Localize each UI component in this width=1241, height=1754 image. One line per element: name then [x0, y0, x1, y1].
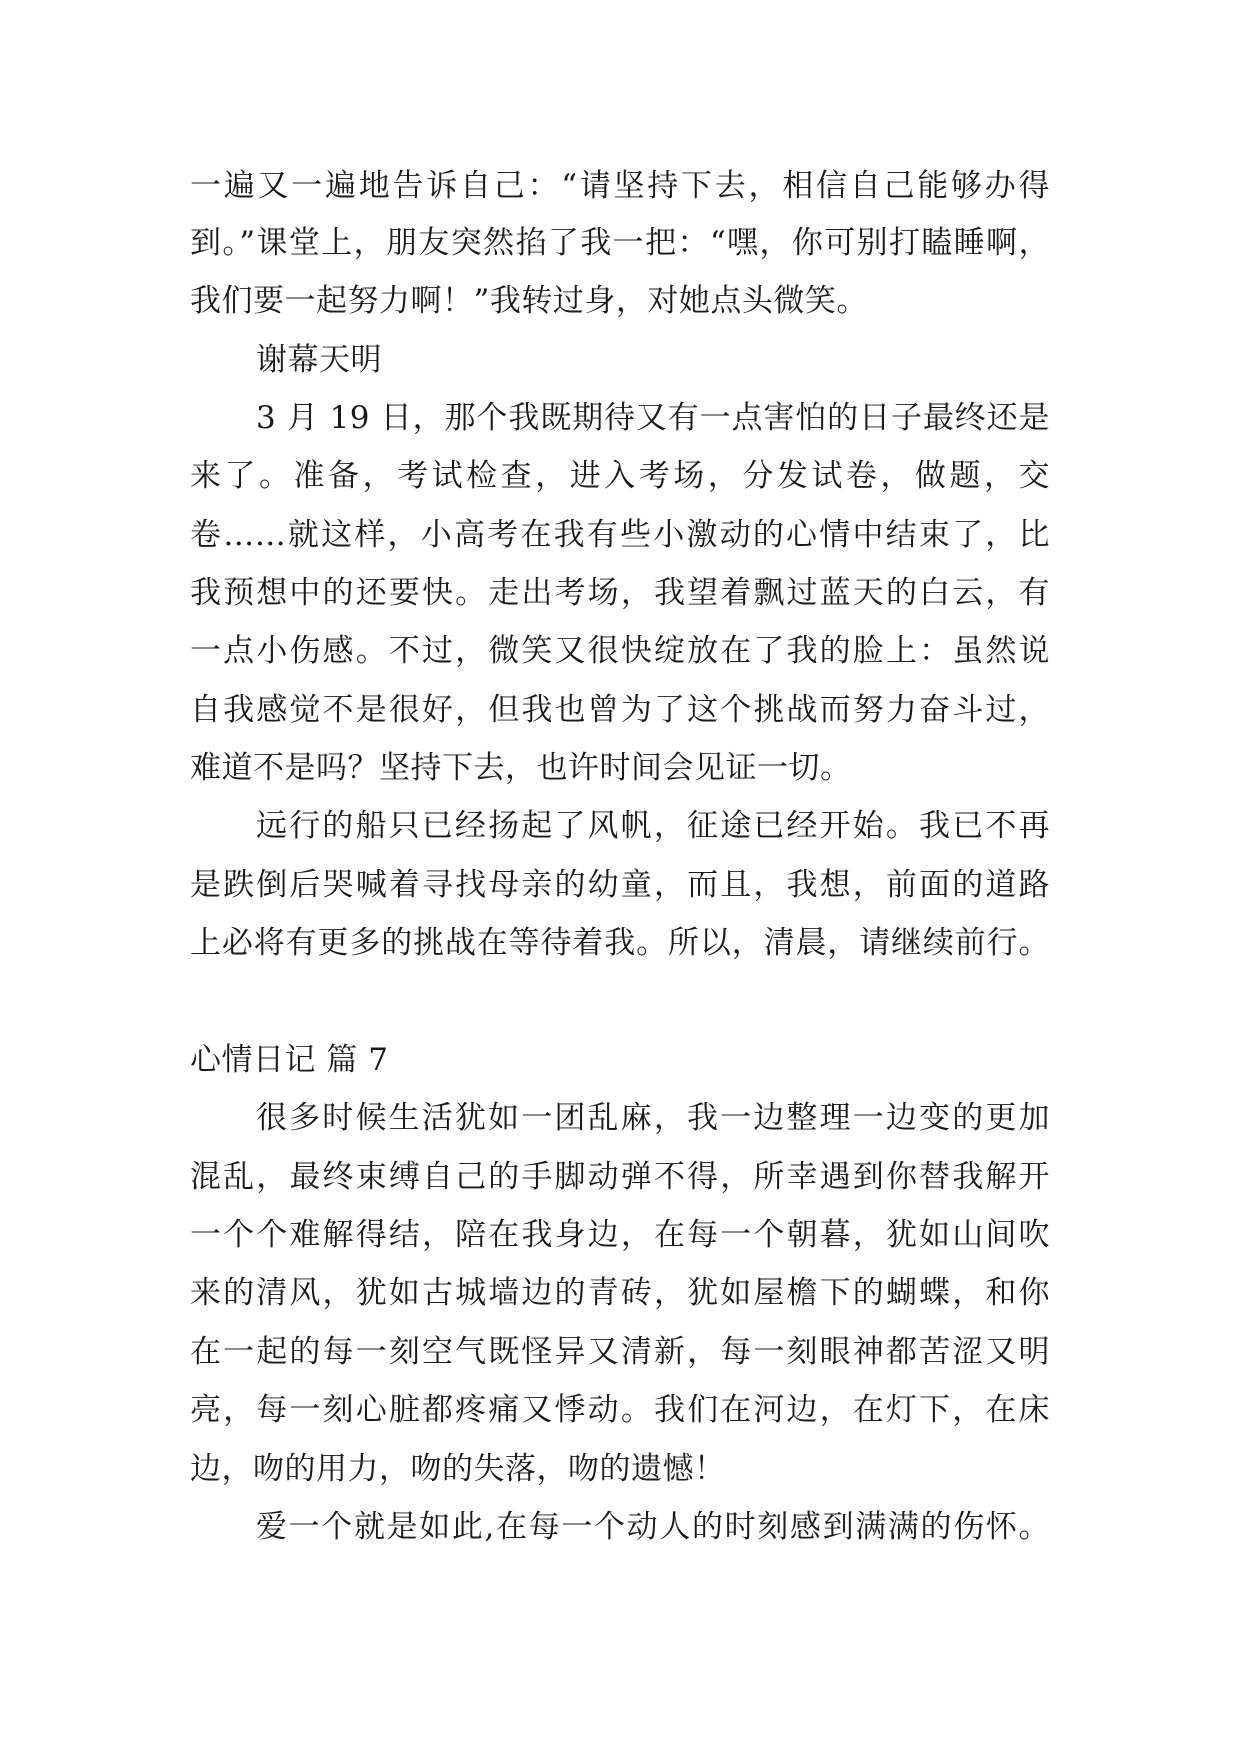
text-line-21: 亮，每一刻心脏都疼痛又悸动。我们在河边，在灯下，在床	[190, 1392, 1050, 1428]
text-line-19: 来的清风，犹如古城墙边的青砖，犹如屋檐下的蝴蝶，和你	[190, 1275, 1050, 1311]
text-line-14: 上必将有更多的挑战在等待着我。所以，清晨，请继续前行。	[190, 925, 1050, 961]
text-line-7: 卷……就这样，小高考在我有些小激动的心情中结束了，比	[190, 517, 1050, 553]
text-line-18: 一个个难解得结，陪在我身边，在每一个朝暮，犹如山间吹	[190, 1217, 1050, 1253]
text-line-2: 到。”课堂上，朋友突然掐了我一把：“嘿，你可别打瞌睡啊，	[190, 225, 1050, 261]
text-line-22: 边，吻的用力，吻的失落，吻的遗憾！	[190, 1451, 726, 1487]
text-line-20: 在一起的每一刻空气既怪异又清新，每一刻眼神都苦涩又明	[190, 1334, 1050, 1370]
text-line-13: 是跌倒后哭喊着寻找母亲的幼童，而且，我想，前面的道路	[190, 867, 1050, 903]
text-line-9: 一点小伤感。不过，微笑又很快绽放在了我的脸上：虽然说	[190, 633, 1050, 669]
text-line-10: 自我感觉不是很好，但我也曾为了这个挑战而努力奋斗过，	[190, 692, 1050, 728]
text-line-1: 一遍又一遍地告诉自己：“请坚持下去，相信自己能够办得	[190, 168, 1050, 204]
section-title-diary-7: 心情日记 篇 7	[190, 1042, 389, 1078]
text-line-8: 我预想中的还要快。走出考场，我望着飘过蓝天的白云，有	[190, 575, 1050, 611]
text-line-3: 我们要一起努力啊！”我转过身，对她点头微笑。	[190, 283, 868, 319]
section-heading-xiemu-tianming: 谢幕天明	[256, 342, 382, 378]
text-line-11: 难道不是吗？坚持下去，也许时间会见证一切。	[190, 750, 852, 786]
text-line-5: 3 月 19 日，那个我既期待又有一点害怕的日子最终还是	[256, 400, 1050, 436]
text-line-6: 来了。准备，考试检查，进入考场，分发试卷，做题，交	[190, 458, 1050, 494]
text-line-12: 远行的船只已经扬起了风帆，征途已经开始。我已不再	[256, 808, 1050, 844]
text-line-17: 混乱，最终束缚自己的手脚动弹不得，所幸遇到你替我解开	[190, 1159, 1050, 1195]
text-line-16: 很多时候生活犹如一团乱麻，我一边整理一边变的更加	[256, 1100, 1050, 1136]
text-line-23: 爱一个就是如此,在每一个动人的时刻感到满满的伤怀。	[256, 1509, 1050, 1545]
